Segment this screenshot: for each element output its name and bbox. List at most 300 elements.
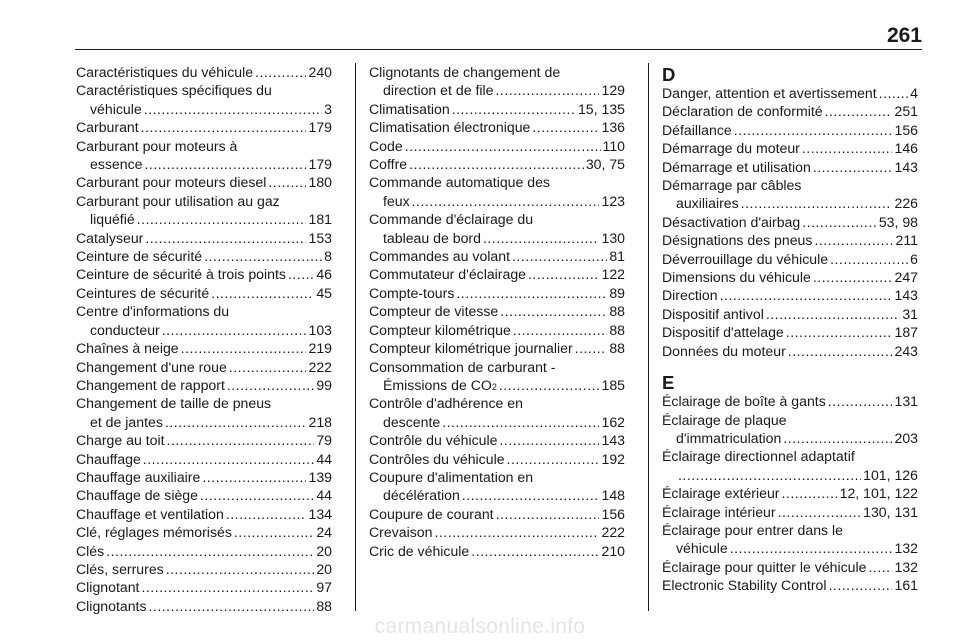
index-entry-page-ref: 180: [308, 174, 332, 191]
index-entry-page-ref: 134: [308, 505, 332, 522]
dot-leader: [137, 210, 307, 228]
dot-leader: [452, 100, 576, 118]
index-entry-term: tableau de bord: [383, 229, 481, 246]
dot-leader: [782, 484, 838, 502]
index-entry-term: véhicule: [676, 540, 728, 557]
dot-leader: [268, 173, 306, 191]
index-entry-term: Chaînes à neige: [76, 340, 179, 357]
index-entry-term: Commutateur d'éclairage: [369, 266, 527, 283]
index-entry-page-ref: 247: [894, 269, 918, 286]
index-entry-term: Déverrouillage du véhicule: [662, 250, 829, 267]
index-column-2: [369, 63, 625, 560]
index-entry-page-ref: 88: [609, 321, 625, 338]
index-entry: [76, 339, 332, 357]
index-entry-term: Éclairage intérieur: [662, 503, 776, 520]
dot-leader: [741, 194, 893, 212]
index-entry-page-ref: 103: [308, 321, 332, 338]
column-divider: [648, 63, 649, 611]
index-entry: [369, 358, 625, 395]
index-entry-line: [662, 250, 918, 268]
index-entry-continuation: [76, 413, 332, 431]
index-entry-term: Compteur kilométrique: [369, 321, 511, 338]
index-entry-term: Clés: [76, 542, 105, 559]
index-entry-term: Éclairage pour entrer dans le: [662, 521, 843, 538]
index-section-letter: D: [662, 64, 676, 85]
index-entry-term: Carburant pour utilisation au gaz: [76, 192, 280, 209]
index-entry-term: Éclairage de plaque: [662, 411, 787, 428]
index-entry-line: [662, 102, 918, 120]
index-entry: [369, 63, 625, 100]
index-entry-line: [369, 302, 625, 320]
index-entry-line: [662, 484, 918, 502]
index-entry: [662, 392, 918, 410]
index-entry-line: [662, 447, 918, 465]
index-entry: [662, 268, 918, 286]
index-entry: [662, 323, 918, 341]
index-entry-line: [369, 247, 625, 265]
index-entry: [76, 192, 332, 229]
index-entry-page-ref: 97: [316, 579, 332, 596]
index-entry-term: d'immatriculation: [676, 429, 782, 446]
index-entry: [369, 284, 625, 302]
index-entry: [369, 468, 625, 505]
index-entry: [369, 431, 625, 449]
index-entry-term: Carburant pour moteurs diesel: [76, 174, 267, 191]
index-entry-page-ref: 45: [316, 284, 332, 301]
index-entry-line: [76, 81, 332, 99]
index-entry-line: [76, 597, 332, 615]
index-entry: [662, 139, 918, 157]
index-entry-term: Danger, attention et avertissement: [662, 85, 877, 101]
index-entry-continuation: [662, 466, 918, 484]
index-entry-line: [76, 284, 332, 302]
index-entry: [76, 597, 332, 615]
index-entry-term: Commande d'éclairage du: [369, 211, 534, 228]
index-entry-page-ref: 44: [316, 450, 332, 467]
index-entry-page-ref: 243: [894, 342, 918, 359]
index-entry: [76, 229, 332, 247]
index-entry-term: Démarrage et utilisation: [662, 158, 811, 175]
index-entry-page-ref: 20: [316, 560, 332, 577]
index-entry-continuation: [76, 210, 332, 228]
index-entry-term: Carburant: [76, 119, 139, 136]
index-entry: [76, 173, 332, 191]
index-entry: [662, 286, 918, 304]
dot-leader: [788, 342, 893, 360]
index-entry-page-ref: 89: [609, 284, 625, 301]
index-entry-page-ref: 143: [894, 287, 918, 304]
dot-leader: [500, 302, 607, 320]
index-entry-page-ref: 240: [308, 64, 332, 80]
index-entry-term: Dispositif d'attelage: [662, 324, 784, 341]
dot-leader: [734, 121, 893, 139]
index-entry-page-ref: 156: [894, 121, 918, 138]
dot-leader: [496, 505, 600, 523]
index-entry-page-ref: 203: [894, 429, 918, 446]
index-entry-page-ref: 20: [316, 542, 332, 559]
index-entry-term: Dispositif antivol: [662, 305, 764, 322]
index-entry-page-ref: 187: [894, 324, 918, 341]
dot-leader: [165, 413, 307, 431]
index-entry-line: [76, 376, 332, 394]
index-entry-term: descente: [383, 413, 441, 430]
index-entry-line: [369, 100, 625, 118]
index-entry-page-ref: 210: [601, 542, 625, 559]
index-entry-page-ref: 226: [894, 195, 918, 212]
index-entry-line: [369, 542, 625, 560]
index-entry-page-ref: 130: [601, 229, 625, 246]
dot-leader: [141, 578, 314, 596]
dot-leader: [828, 392, 893, 410]
dot-leader: [528, 265, 599, 283]
dot-leader: [532, 118, 599, 136]
index-entry-line: [662, 231, 918, 249]
index-entry: [369, 173, 625, 210]
dot-leader: [766, 305, 900, 323]
index-entry-page-ref: 129: [601, 82, 625, 99]
index-entry: [76, 376, 332, 394]
dot-leader: [167, 431, 315, 449]
dot-leader: [813, 268, 893, 286]
index-entry-term: conducteur: [90, 321, 160, 338]
index-entry-line: [76, 63, 332, 81]
index-entry-page-ref: 12, 101, 122: [839, 485, 918, 502]
index-entry-line: [369, 321, 625, 339]
index-entry-line: [662, 411, 918, 429]
dot-leader: [512, 247, 607, 265]
index-entry-line: [76, 302, 332, 320]
index-entry-term: Contrôles du véhicule: [369, 450, 505, 467]
index-entry-line: [76, 394, 332, 412]
index-entry: [76, 63, 332, 81]
index-entry: [369, 210, 625, 247]
index-entry: [662, 305, 918, 323]
dot-leader: [813, 158, 893, 176]
index-entry-line: [662, 213, 918, 231]
index-entry-page-ref: 139: [308, 468, 332, 485]
index-entry-page-ref: 153: [308, 229, 332, 246]
index-entry-term: essence: [90, 156, 143, 173]
column-divider: [355, 63, 356, 611]
dot-leader: [802, 139, 893, 157]
index-entry-page-ref: 132: [894, 540, 918, 557]
index-entry-continuation: [369, 81, 625, 99]
index-entry-continuation: [662, 429, 918, 447]
index-entry-continuation: [76, 321, 332, 339]
index-entry-term: feux: [383, 192, 410, 209]
index-entry-line: [369, 155, 625, 173]
dot-leader: [868, 558, 892, 576]
dot-leader: [227, 376, 314, 394]
index-entry-term: et de jantes: [90, 413, 163, 430]
dot-leader: [144, 100, 322, 118]
dot-leader: [678, 466, 861, 484]
index-entry-line: [76, 339, 332, 357]
index-entry-term: Coffre: [369, 156, 408, 173]
index-entry-line: [662, 121, 918, 139]
dot-leader: [507, 450, 600, 468]
index-entry-line: [76, 578, 332, 596]
index-entry: [76, 137, 332, 174]
index-entry-line: [662, 576, 918, 594]
index-entry-page-ref: 192: [601, 450, 625, 467]
index-entry-continuation: Émissions de CO 2 ..... 185: [369, 376, 625, 394]
index-entry-continuation: [662, 539, 918, 557]
dot-leader: [162, 321, 307, 339]
index-entry: [76, 542, 332, 560]
dot-leader: [149, 597, 315, 615]
index-entry-line: [662, 286, 918, 304]
index-entry: [662, 503, 918, 521]
index-entry-term: Changement de taille de pneus: [76, 395, 272, 412]
index-entry-term: direction et de file: [383, 82, 494, 99]
index-entry: [76, 358, 332, 376]
index-entry-term: Contrôle du véhicule: [369, 432, 498, 449]
index-entry-term: Electronic Stability Control: [662, 577, 827, 594]
index-entry: [76, 505, 332, 523]
index-entry-term: Changement d'une roue: [76, 358, 227, 375]
index-entry: [369, 118, 625, 136]
index-entry: [76, 394, 332, 431]
index-entry-line: [662, 323, 918, 341]
dot-leader: [462, 486, 600, 504]
dot-leader: [830, 250, 908, 268]
dot-leader: [200, 486, 314, 504]
dot-leader: [409, 155, 584, 173]
index-entry-page-ref: 218: [308, 413, 332, 430]
index-entry-page-ref: 131: [894, 393, 918, 410]
index-entry-continuation: [662, 194, 918, 212]
index-entry: [662, 176, 918, 213]
index-entry: [76, 118, 332, 136]
index-entry-line: [76, 505, 332, 523]
index-entry-term: Commande automatique des: [369, 174, 550, 191]
dot-leader: [166, 560, 315, 578]
index-entry: [76, 468, 332, 486]
index-entry-page-ref: 110: [602, 137, 625, 154]
index-entry-line: [662, 503, 918, 521]
index-entry-term: Éclairage pour quitter le véhicule: [662, 558, 867, 575]
dot-leader: [879, 84, 908, 102]
index-entry-page-ref: 15, 135: [577, 100, 625, 117]
index-entry: [662, 447, 918, 484]
dot-leader: [513, 321, 608, 339]
index-entry-page-ref: 88: [609, 303, 625, 320]
dot-leader: [141, 118, 307, 136]
index-entry-line: [662, 305, 918, 323]
dot-leader: [814, 231, 893, 249]
index-entry: [76, 523, 332, 541]
index-entry-term: Consommation de carburant -: [369, 358, 556, 375]
index-entry-term: Éclairage extérieur: [662, 485, 780, 502]
index-entry-line: [369, 173, 625, 191]
index-entry: [369, 450, 625, 468]
index-entry-line: [369, 284, 625, 302]
index-entry: [76, 431, 332, 449]
index-column-1: [76, 63, 332, 615]
index-entry-term: Carburant pour moteurs à: [76, 137, 238, 154]
index-entry-line: [662, 139, 918, 157]
index-entry-term: Contrôle d'adhérence en: [369, 395, 523, 412]
index-entry-page-ref: 122: [601, 266, 625, 283]
index-entry-term: Désignations des pneus: [662, 232, 813, 249]
index-entry: [76, 265, 332, 283]
index-entry: [76, 81, 332, 118]
index-entry: [369, 505, 625, 523]
index-entry-term: Clignotants de changement de: [369, 64, 561, 80]
index-entry-line: [76, 229, 332, 247]
index-entry-line: [369, 210, 625, 228]
dot-leader: [456, 284, 607, 302]
dot-leader: [211, 284, 314, 302]
dot-leader: [442, 413, 599, 431]
index-entry-term: Émissions de CO: [383, 376, 492, 393]
dot-leader: [234, 523, 314, 541]
dot-leader: [202, 468, 306, 486]
index-entry-page-ref: 99: [316, 376, 332, 393]
dot-leader: [143, 450, 315, 468]
index-entry-line: [369, 431, 625, 449]
index-entry-line: [369, 523, 625, 541]
dot-leader: [181, 339, 307, 357]
index-entry-page-ref: 156: [601, 505, 625, 522]
index-entry: [369, 394, 625, 431]
index-entry: [662, 558, 918, 576]
index-entry-term: Commandes au volant: [369, 248, 511, 265]
index-entry-line: [76, 560, 332, 578]
index-entry-page-ref: 4: [910, 85, 918, 101]
index-entry-page-ref: 81: [609, 248, 625, 265]
index-entry-page-ref: 161: [894, 577, 918, 594]
index-entry-page-ref: 148: [601, 487, 625, 504]
index-entry-term: Démarrage du moteur: [662, 140, 800, 157]
index-entry-line: [76, 265, 332, 283]
index-entry-page-ref: 143: [894, 158, 918, 175]
index-entry-continuation: [369, 413, 625, 431]
index-entry-term: Compteur de vitesse: [369, 303, 499, 320]
dot-leader: [495, 81, 599, 99]
index-entry-page-ref: 3: [324, 100, 332, 117]
index-entry-line: [76, 137, 332, 155]
index-entry-line: [76, 468, 332, 486]
index-entry-line: [369, 358, 625, 376]
index-entry-line: [369, 394, 625, 412]
index-entry: [369, 542, 625, 560]
index-entry-continuation: [76, 155, 332, 173]
dot-leader: [825, 102, 893, 120]
index-entry: [76, 450, 332, 468]
index-entry-page-ref: 79: [316, 432, 332, 449]
dot-leader: [802, 213, 877, 231]
index-entry: [369, 137, 625, 155]
index-entry-page-ref: 8: [324, 248, 332, 265]
index-entry-term: Cric de véhicule: [369, 542, 470, 559]
index-entry: [662, 411, 918, 448]
index-entry-page-ref: 179: [308, 119, 332, 136]
index-entry-page-ref: 179: [308, 156, 332, 173]
index-entry-page-ref: 130, 131: [863, 503, 918, 520]
index-entry-line: [369, 505, 625, 523]
index-entry-page-ref: 222: [308, 358, 332, 375]
index-entry-line: [662, 84, 918, 102]
index-entry-term: auxiliaires: [676, 195, 739, 212]
index-entry-term: Ceinture de sécurité: [76, 248, 203, 265]
index-entry-line: [76, 450, 332, 468]
dot-leader: [255, 63, 306, 81]
index-entry: [369, 302, 625, 320]
index-entry-term: Démarrage par câbles: [662, 177, 802, 194]
index-entry-term: Chauffage de siège: [76, 487, 198, 504]
dot-leader: [483, 229, 600, 247]
watermark: carmanualsonline.info: [374, 615, 586, 638]
index-entry-term: Chauffage: [76, 450, 141, 467]
index-entry-line: [662, 342, 918, 360]
index-entry-line: [662, 158, 918, 176]
index-entry-page-ref: 53, 98: [878, 213, 918, 230]
index-entry: [662, 342, 918, 360]
index-entry-page-ref: 31: [902, 305, 918, 322]
index-entry-page-ref: 88: [316, 597, 332, 614]
index-entry-line: [76, 118, 332, 136]
index-entry: [369, 523, 625, 541]
index-entry-line: [76, 358, 332, 376]
index-entry-page-ref: 44: [316, 487, 332, 504]
index-entry-page-ref: 123: [601, 192, 625, 209]
index-entry: [662, 231, 918, 249]
index-column-3: [662, 63, 918, 595]
index-entry-term: Changement de rapport: [76, 376, 225, 393]
index-entry-line: [662, 521, 918, 539]
index-entry-term: Caractéristiques spécifiques du: [76, 82, 272, 99]
index-entry: [369, 321, 625, 339]
index-entry: [76, 578, 332, 596]
index-entry-line: [369, 265, 625, 283]
index-entry-page-ref: 185: [601, 376, 625, 393]
index-entry: [369, 155, 625, 173]
dot-leader: [730, 539, 893, 557]
index-entry: [662, 121, 918, 139]
index-entry-line: [369, 118, 625, 136]
index-entry-line: [662, 558, 918, 576]
index-entry-page-ref: 181: [308, 211, 332, 228]
dot-leader: [500, 431, 600, 449]
index-entry-term: Clignotants: [76, 597, 147, 614]
index-entry-term: liquéfié: [90, 211, 135, 228]
index-entry-line: [76, 523, 332, 541]
index-entry-term: Catalyseur: [76, 229, 144, 246]
index-entry-line: [369, 450, 625, 468]
index-entry: [662, 576, 918, 594]
index-entry-term: Chauffage et ventilation: [76, 505, 224, 522]
index-entry-term: Ceintures de sécurité: [76, 284, 210, 301]
index-entry: [76, 302, 332, 339]
index-entry-line: [662, 176, 918, 194]
index-entry: [76, 486, 332, 504]
dot-leader: [829, 576, 893, 594]
dot-leader: [229, 358, 307, 376]
index-entry: [662, 102, 918, 120]
index-entry: [662, 84, 918, 102]
index-entry-page-ref: 251: [894, 103, 918, 120]
index-entry: [76, 247, 332, 265]
index-entry-line: [76, 247, 332, 265]
header-rule: [75, 49, 922, 50]
index-entry-term: Coupure de courant: [369, 505, 494, 522]
index-entry-line: [369, 137, 625, 155]
index-entry-line: [369, 468, 625, 486]
index-entry-term: Défaillance: [662, 121, 732, 138]
index-entry-term: Direction: [662, 287, 718, 304]
